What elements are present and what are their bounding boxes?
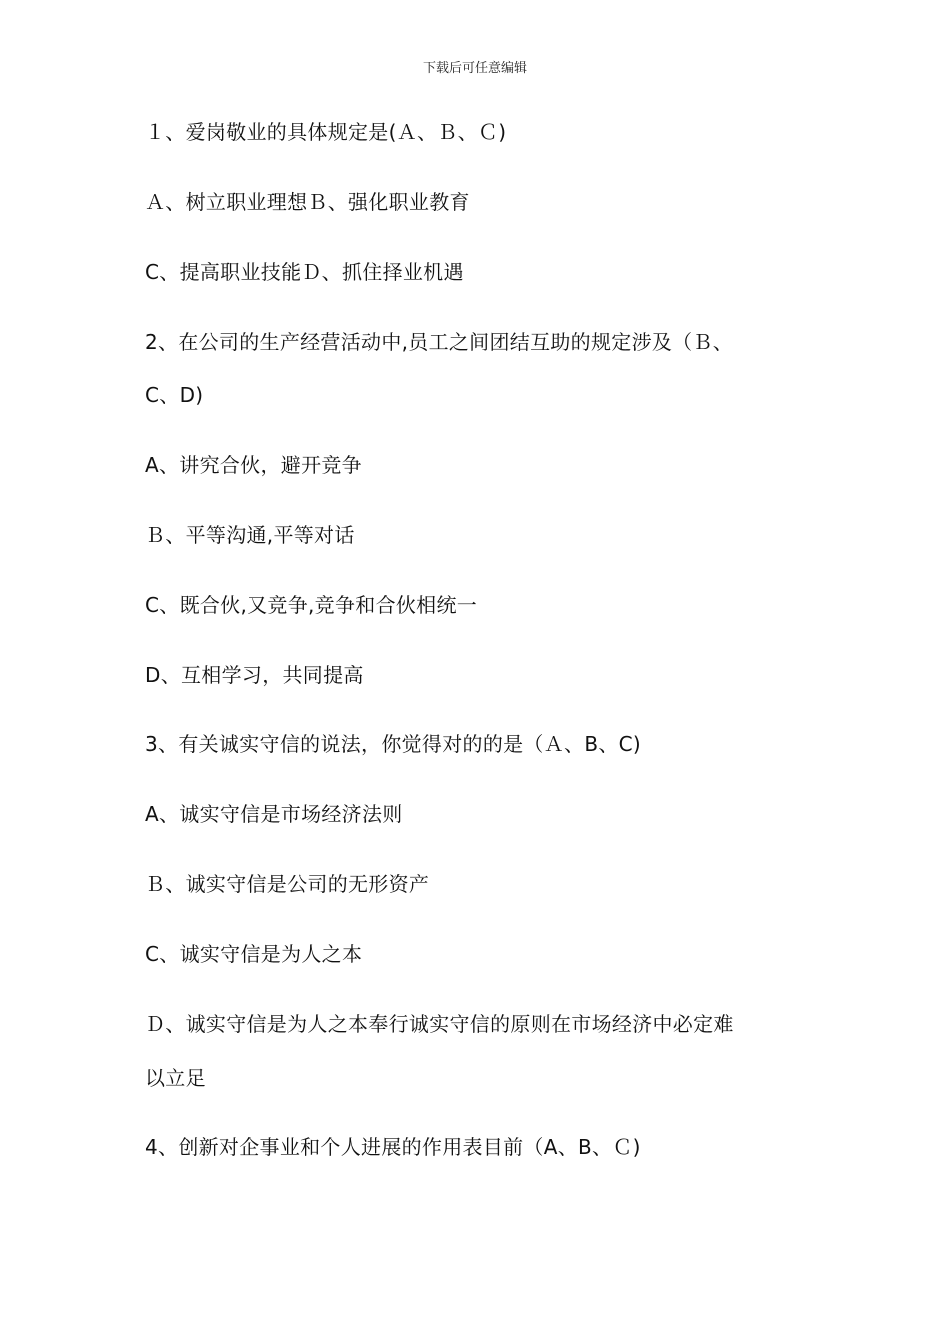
question-3-option-d: Ｄ、诚实守信是为人之本奉行诚实守信的原则在市场经济中必定难 (145, 1012, 734, 1036)
question-1-stem: １、爱岗敬业的具体规定是(Ａ、Ｂ、Ｃ) (145, 120, 507, 144)
question-3-option-c: C、诚实守信是为人之本 (145, 942, 363, 966)
question-2-option-b: Ｂ、平等沟通,平等对话 (145, 523, 355, 547)
question-2-option-d: D、互相学习，共同提高 (145, 663, 364, 687)
question-3-option-d-continued: 以立足 (145, 1066, 206, 1090)
question-3-option-a: A、诚实守信是市场经济法则 (145, 802, 403, 826)
question-2-stem: 2、在公司的生产经营活动中,员工之间团结互助的规定涉及（Ｂ、 (145, 330, 734, 354)
question-1-options-cd: C、提高职业技能Ｄ、抓住择业机遇 (145, 260, 464, 284)
question-3-stem: 3、有关诚实守信的说法，你觉得对的的是（Ａ、B、C) (145, 732, 642, 756)
question-2-option-a: A、讲究合伙，避开竞争 (145, 453, 362, 477)
question-3-option-b: Ｂ、诚实守信是公司的无形资产 (145, 872, 430, 896)
header-note: 下载后可任意编辑 (422, 61, 527, 76)
question-2-option-c: C、既合伙,又竞争,竞争和合伙相统一 (145, 593, 478, 617)
question-4-stem: 4、创新对企事业和个人进展的作用表目前（A、B、Ｃ) (145, 1135, 641, 1159)
question-2-stem-continued: C、D) (145, 383, 204, 407)
question-1-options-ab: Ａ、树立职业理想Ｂ、强化职业教育 (145, 190, 470, 214)
